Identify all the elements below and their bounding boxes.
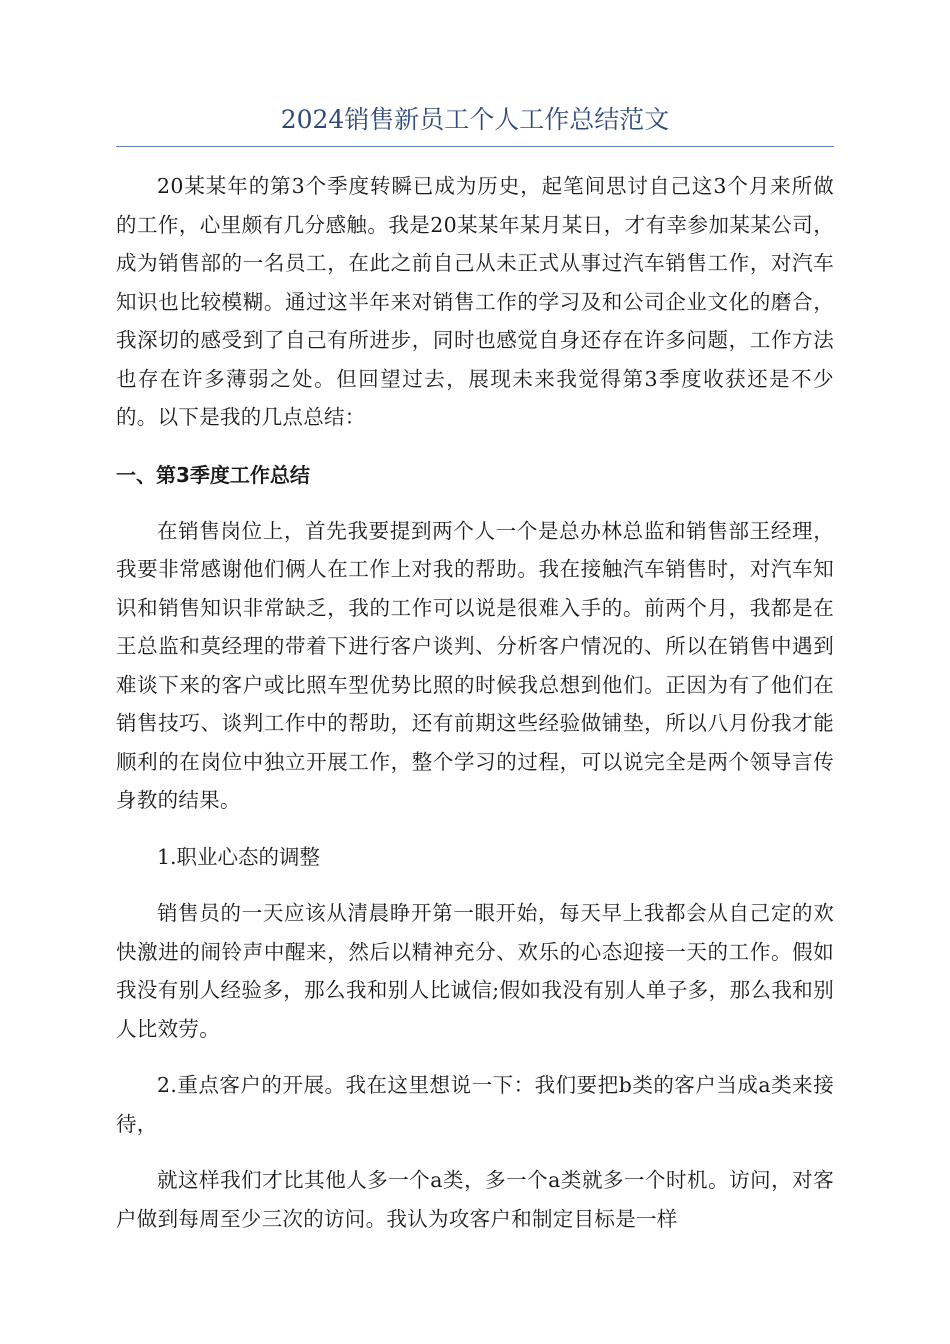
item2-continuation-paragraph: 就这样我们才比其他人多一个a类，多一个a类就多一个时机。访问，对客户做到每周至少三次的访问。我认为攻客户和制定目标是一样 (116, 1168, 834, 1231)
item2-paragraph: 2.重点客户的开展。我在这里想说一下：我们要把b类的客户当成a类来接待， (116, 1073, 834, 1136)
section-heading-q3-summary: 一、第3季度工作总结 (116, 462, 310, 487)
intro-paragraph: 20某某年的第3个季度转瞬已成为历史，起笔间思讨自己这3个月来所做的工作，心里颇有几分感触。我是20某某年某月某日，才有幸参加某某公司，成为销售部的一名员工，在此之前自己从未正式从事过汽车销售工作，对汽车知识也比较模糊。通过这半年来对销售工作的学习及和公司企业文化的磨合，我深切的感受到了自己有所进步，同时也感觉自身还存在许多问题，工作方法也存在许多薄弱之处。但回望过去，展现未来我觉得第3季度收获还是不少的。以下是我的几点总结： (116, 174, 834, 429)
section1-paragraph: 在销售岗位上，首先我要提到两个人一个是总办林总监和销售部王经理，我要非常感谢他们俩人在工作上对我的帮助。我在接触汽车销售时，对汽车知识和销售知识非常缺乏，我的工作可以说是很难入手的。前两个月，我都是在王总监和莫经理的带着下进行客户谈判、分析客户情况的、所以在销售中遇到难谈下来的客户或比照车型优势比照的时候我总想到他们。正因为有了他们在销售技巧、谈判工作中的帮助，还有前期这些经验做铺垫，所以八月份我才能顺利的在岗位中独立开展工作，整个学习的过程，可以说完全是两个领导言传身教的结果。 (116, 518, 834, 812)
document-title: 2024销售新员工个人工作总结范文 (116, 100, 834, 147)
item1-heading: 1.职业心态的调整 (157, 844, 321, 869)
document-page (116, 100, 834, 1238)
item1-paragraph: 销售员的一天应该从清晨睁开第一眼开始，每天早上我都会从自己定的欢快激进的闹铃声中醒来，然后以精神充分、欢乐的心态迎接一天的工作。假如我没有别人经验多，那么我和别人比诚信;假如我没有别人单子多，那么我和别人比效劳。 (116, 901, 834, 1041)
